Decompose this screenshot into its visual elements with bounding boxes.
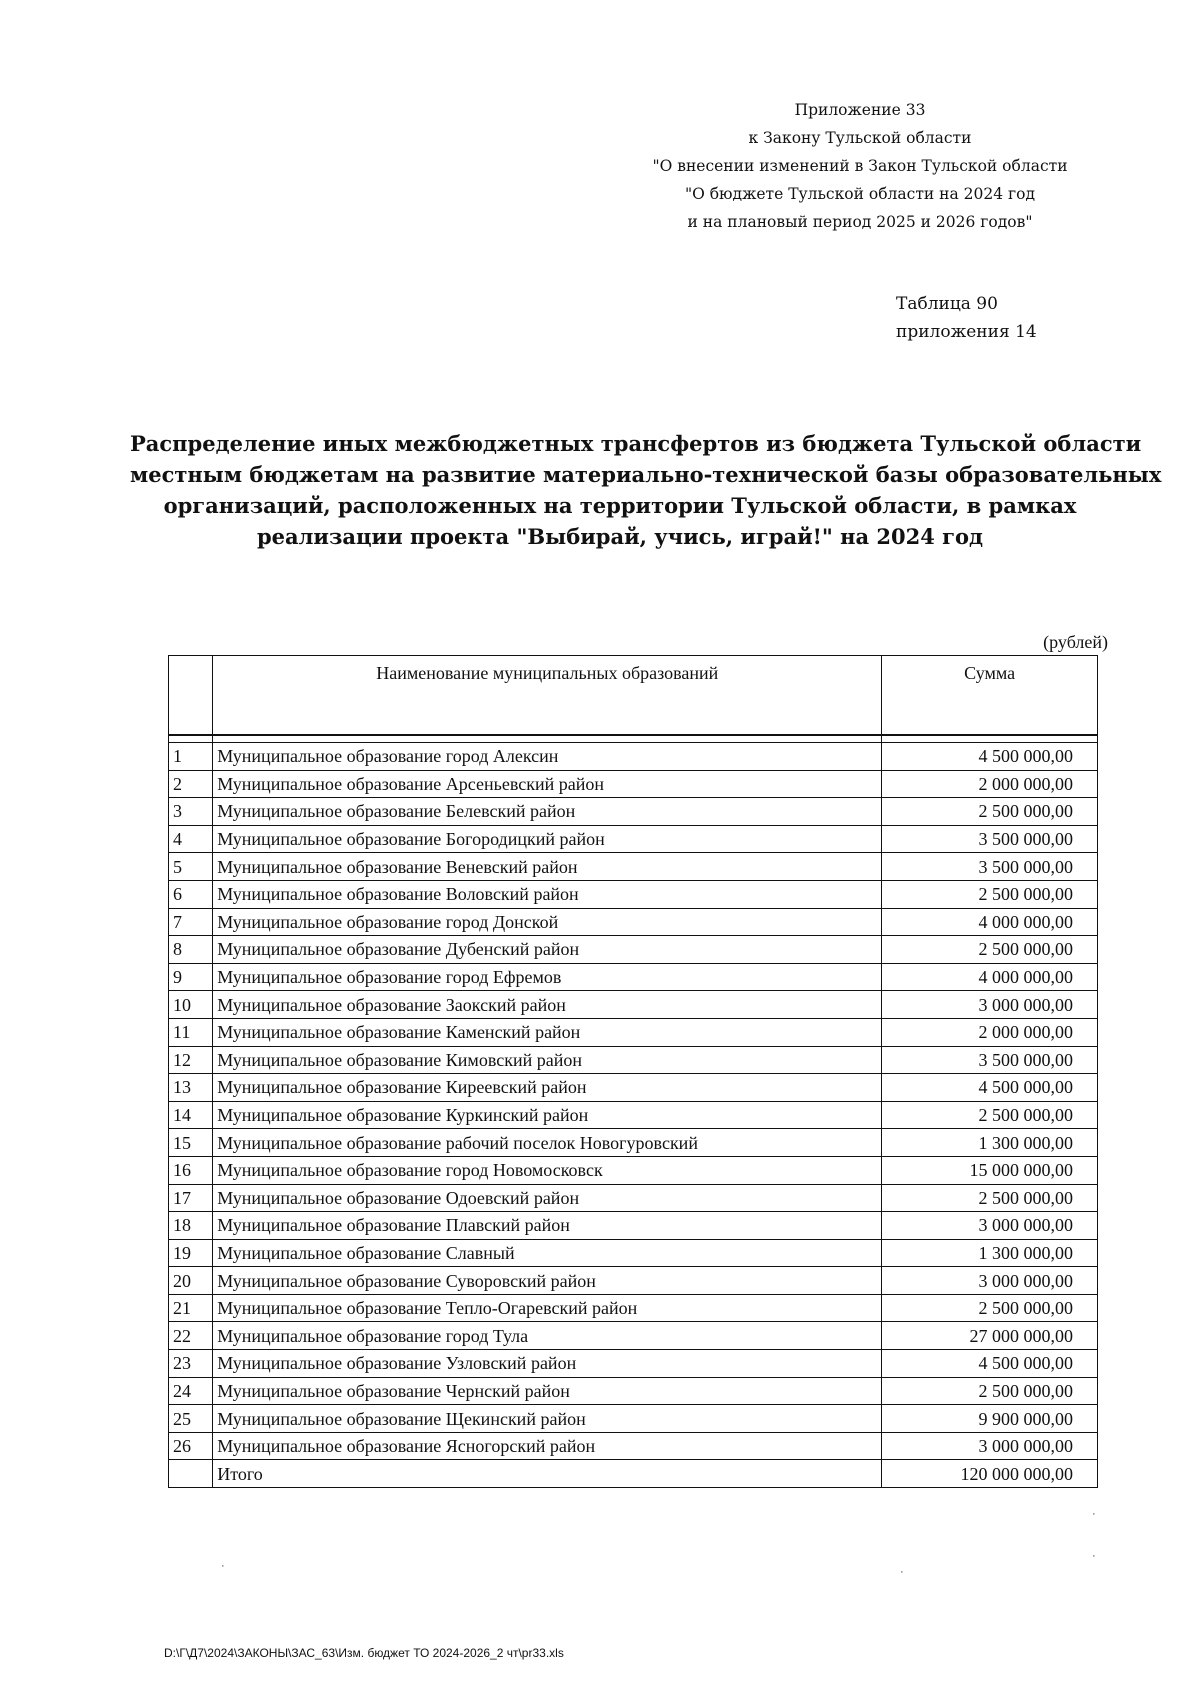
row-number: 14 bbox=[169, 1101, 213, 1129]
header-municipality-name: Наименование муниципальных образований bbox=[213, 656, 882, 736]
table-row bbox=[169, 743, 1098, 771]
distribution-table bbox=[168, 655, 1098, 1488]
row-municipality-name: Муниципальное образование рабочий поселок Новогуровский bbox=[213, 1129, 882, 1157]
total-label: Итого bbox=[213, 1460, 882, 1488]
row-number: 20 bbox=[169, 1267, 213, 1295]
document-title-line: местным бюджетам на развитие материально-технической базы образовательных bbox=[130, 462, 1162, 487]
row-municipality-name: Муниципальное образование город Тула bbox=[213, 1322, 882, 1350]
scan-artifact: · bbox=[1092, 1550, 1096, 1562]
table-row bbox=[169, 1294, 1098, 1322]
row-number: 4 bbox=[169, 825, 213, 853]
row-number: 23 bbox=[169, 1350, 213, 1378]
gap-cell bbox=[169, 735, 213, 743]
row-number: 25 bbox=[169, 1405, 213, 1433]
appendix-header bbox=[600, 96, 1120, 236]
row-sum: 27 000 000,00 bbox=[882, 1322, 1098, 1350]
row-municipality-name: Муниципальное образование город Донской bbox=[213, 908, 882, 936]
row-number: 21 bbox=[169, 1294, 213, 1322]
row-sum: 3 500 000,00 bbox=[882, 1046, 1098, 1074]
row-number: 13 bbox=[169, 1074, 213, 1102]
gap-cell bbox=[213, 735, 882, 743]
table-row bbox=[169, 1405, 1098, 1433]
table-row bbox=[169, 1074, 1098, 1102]
table-row bbox=[169, 1129, 1098, 1157]
file-path: D:\Г\Д7\2024\ЗАКОНЫ\ЗАС_63\Изм. бюджет ТО 2024-2026_2 чт\pr33.xls bbox=[164, 1646, 564, 1660]
row-number: 2 bbox=[169, 770, 213, 798]
row-municipality-name: Муниципальное образование Плавский район bbox=[213, 1212, 882, 1240]
row-number: 12 bbox=[169, 1046, 213, 1074]
row-number: 26 bbox=[169, 1432, 213, 1460]
row-sum: 4 000 000,00 bbox=[882, 963, 1098, 991]
row-sum: 1 300 000,00 bbox=[882, 1129, 1098, 1157]
table-row bbox=[169, 991, 1098, 1019]
row-municipality-name: Муниципальное образование Суворовский район bbox=[213, 1267, 882, 1295]
row-municipality-name: Муниципальное образование Богородицкий район bbox=[213, 825, 882, 853]
row-municipality-name: Муниципальное образование Заокский район bbox=[213, 991, 882, 1019]
table-reference-number: Таблица 90 bbox=[896, 294, 998, 314]
document-title-line: организаций, расположенных на территории Тульской области, в рамках bbox=[163, 493, 1077, 518]
row-sum: 1 300 000,00 bbox=[882, 1239, 1098, 1267]
scan-artifact: · bbox=[900, 1566, 904, 1578]
header-number bbox=[169, 656, 213, 736]
row-sum: 4 500 000,00 bbox=[882, 1350, 1098, 1378]
table-row bbox=[169, 1046, 1098, 1074]
row-municipality-name: Муниципальное образование Славный bbox=[213, 1239, 882, 1267]
row-number: 7 bbox=[169, 908, 213, 936]
row-sum: 3 500 000,00 bbox=[882, 825, 1098, 853]
table-gap-row bbox=[169, 735, 1098, 743]
row-sum: 4 000 000,00 bbox=[882, 908, 1098, 936]
gap-cell bbox=[882, 735, 1098, 743]
table-row bbox=[169, 1101, 1098, 1129]
row-sum: 3 500 000,00 bbox=[882, 853, 1098, 881]
row-municipality-name: Муниципальное образование Тепло-Огаревский район bbox=[213, 1294, 882, 1322]
row-sum: 2 000 000,00 bbox=[882, 770, 1098, 798]
row-sum: 15 000 000,00 bbox=[882, 1156, 1098, 1184]
table-row bbox=[169, 908, 1098, 936]
appendix-header-line: Приложение 33 bbox=[794, 101, 926, 119]
table-row bbox=[169, 798, 1098, 826]
document-title-line: Распределение иных межбюджетных трансфертов из бюджета Тульской области bbox=[130, 431, 1142, 456]
units-label: (рублей) bbox=[1043, 632, 1108, 652]
row-number: 24 bbox=[169, 1377, 213, 1405]
document-title-line: реализации проекта "Выбирай, учись, играй!" на 2024 год bbox=[256, 524, 984, 549]
row-sum: 4 500 000,00 bbox=[882, 743, 1098, 771]
row-municipality-name: Муниципальное образование Чернский район bbox=[213, 1377, 882, 1405]
row-sum: 2 500 000,00 bbox=[882, 1294, 1098, 1322]
row-sum: 2 500 000,00 bbox=[882, 880, 1098, 908]
row-municipality-name: Муниципальное образование Куркинский район bbox=[213, 1101, 882, 1129]
table-row bbox=[169, 1322, 1098, 1350]
row-number: 1 bbox=[169, 743, 213, 771]
row-sum: 3 000 000,00 bbox=[882, 1267, 1098, 1295]
row-sum: 3 000 000,00 bbox=[882, 991, 1098, 1019]
row-municipality-name: Муниципальное образование Каменский район bbox=[213, 1018, 882, 1046]
table-reference-appendix: приложения 14 bbox=[896, 322, 1037, 342]
row-number: 11 bbox=[169, 1018, 213, 1046]
row-sum: 3 000 000,00 bbox=[882, 1432, 1098, 1460]
row-municipality-name: Муниципальное образование город Ефремов bbox=[213, 963, 882, 991]
row-number: 6 bbox=[169, 880, 213, 908]
row-number: 10 bbox=[169, 991, 213, 1019]
row-municipality-name: Муниципальное образование Дубенский район bbox=[213, 936, 882, 964]
table-total-row bbox=[169, 1460, 1098, 1488]
row-number: 15 bbox=[169, 1129, 213, 1157]
table-row bbox=[169, 1350, 1098, 1378]
row-number: 8 bbox=[169, 936, 213, 964]
scan-artifact: · bbox=[221, 1560, 225, 1572]
row-municipality-name: Муниципальное образование Ясногорский район bbox=[213, 1432, 882, 1460]
row-sum: 2 500 000,00 bbox=[882, 1184, 1098, 1212]
row-number: 16 bbox=[169, 1156, 213, 1184]
row-sum: 9 900 000,00 bbox=[882, 1405, 1098, 1433]
row-municipality-name: Муниципальное образование Воловский район bbox=[213, 880, 882, 908]
table-row bbox=[169, 1432, 1098, 1460]
table-row bbox=[169, 853, 1098, 881]
row-sum: 2 500 000,00 bbox=[882, 798, 1098, 826]
row-municipality-name: Муниципальное образование Киреевский район bbox=[213, 1074, 882, 1102]
row-municipality-name: Муниципальное образование Узловский район bbox=[213, 1350, 882, 1378]
row-municipality-name: Муниципальное образование Одоевский район bbox=[213, 1184, 882, 1212]
table-row bbox=[169, 936, 1098, 964]
header-sum: Сумма bbox=[882, 656, 1098, 736]
row-municipality-name: Муниципальное образование город Алексин bbox=[213, 743, 882, 771]
row-number: 19 bbox=[169, 1239, 213, 1267]
row-sum: 2 500 000,00 bbox=[882, 1377, 1098, 1405]
row-municipality-name: Муниципальное образование Арсеньевский район bbox=[213, 770, 882, 798]
appendix-header-line: "О внесении изменений в Закон Тульской области bbox=[652, 157, 1068, 175]
appendix-header-line: и на плановый период 2025 и 2026 годов" bbox=[687, 213, 1033, 231]
table-row bbox=[169, 1018, 1098, 1046]
row-sum: 3 000 000,00 bbox=[882, 1212, 1098, 1240]
total-number bbox=[169, 1460, 213, 1488]
document-title bbox=[130, 428, 1162, 552]
table-row bbox=[169, 1156, 1098, 1184]
table-row bbox=[169, 880, 1098, 908]
table-row bbox=[169, 825, 1098, 853]
row-number: 22 bbox=[169, 1322, 213, 1350]
row-sum: 2 500 000,00 bbox=[882, 936, 1098, 964]
table-header-row bbox=[169, 656, 1098, 736]
row-municipality-name: Муниципальное образование Веневский район bbox=[213, 853, 882, 881]
table-row bbox=[169, 1212, 1098, 1240]
table-row bbox=[169, 963, 1098, 991]
row-municipality-name: Муниципальное образование город Новомосковск bbox=[213, 1156, 882, 1184]
row-sum: 2 000 000,00 bbox=[882, 1018, 1098, 1046]
total-sum: 120 000 000,00 bbox=[882, 1460, 1098, 1488]
appendix-header-line: к Закону Тульской области bbox=[748, 129, 972, 147]
appendix-header-line: "О бюджете Тульской области на 2024 год bbox=[684, 185, 1036, 203]
row-number: 3 bbox=[169, 798, 213, 826]
table-row bbox=[169, 1184, 1098, 1212]
table-row bbox=[169, 770, 1098, 798]
row-sum: 4 500 000,00 bbox=[882, 1074, 1098, 1102]
table-row bbox=[169, 1239, 1098, 1267]
row-municipality-name: Муниципальное образование Белевский район bbox=[213, 798, 882, 826]
row-number: 5 bbox=[169, 853, 213, 881]
row-municipality-name: Муниципальное образование Щекинский район bbox=[213, 1405, 882, 1433]
table-row bbox=[169, 1377, 1098, 1405]
row-number: 17 bbox=[169, 1184, 213, 1212]
row-number: 18 bbox=[169, 1212, 213, 1240]
row-number: 9 bbox=[169, 963, 213, 991]
table-header bbox=[169, 656, 1098, 736]
row-sum: 2 500 000,00 bbox=[882, 1101, 1098, 1129]
table-body bbox=[169, 735, 1098, 1488]
table-row bbox=[169, 1267, 1098, 1295]
scan-artifact: · bbox=[1092, 1508, 1096, 1520]
row-municipality-name: Муниципальное образование Кимовский район bbox=[213, 1046, 882, 1074]
table-reference bbox=[896, 290, 1037, 346]
